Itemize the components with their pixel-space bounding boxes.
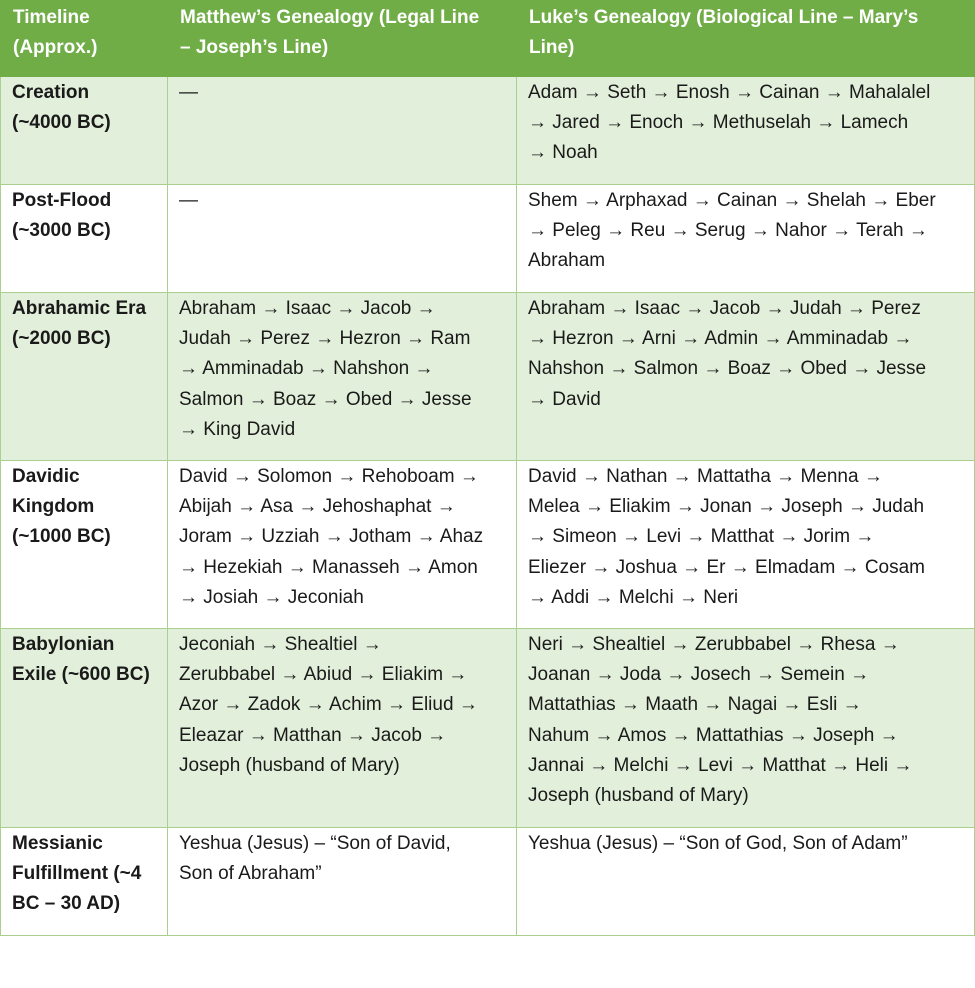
- cell-text: —: [179, 190, 198, 211]
- luke-cell: [517, 293, 975, 461]
- header-text: Timeline: [13, 7, 90, 28]
- cell-text: David → Solomon → Rehoboam →: [179, 466, 479, 487]
- cell-text: Azor → Zadok → Achim → Eliud →: [179, 694, 478, 716]
- header-matthew: [168, 1, 517, 77]
- cell-text: Davidic: [12, 466, 80, 487]
- cell-text: Post-Flood: [12, 190, 112, 211]
- cell-text: Exile (~600 BC): [12, 664, 150, 686]
- era-cell: [1, 828, 168, 936]
- cell-text: → Hezron → Arni → Admin → Amminadab →: [528, 328, 913, 350]
- cell-text: (~2000 BC): [12, 328, 111, 350]
- cell-text: → Peleg → Reu → Serug → Nahor → Terah →: [528, 220, 928, 242]
- cell-text: → Noah: [528, 142, 598, 164]
- table-row: [1, 185, 975, 293]
- cell-text: Yeshua (Jesus) – “Son of David,: [179, 833, 451, 854]
- era-cell: [1, 77, 168, 185]
- cell-text: → Josiah → Jeconiah: [179, 586, 364, 608]
- cell-text: Fulfillment (~4: [12, 863, 142, 885]
- header-text: Line): [529, 37, 575, 58]
- cell-text: (~3000 BC): [12, 220, 111, 242]
- cell-text: Abijah → Asa → Jehoshaphat →: [179, 496, 456, 518]
- matthew-cell: [168, 293, 517, 461]
- cell-text: Joseph (husband of Mary): [528, 785, 749, 807]
- luke-cell: [517, 461, 975, 629]
- header-text: Luke’s Genealogy (Biological Line – Mary’s: [529, 7, 919, 28]
- cell-text: Joseph (husband of Mary): [179, 754, 400, 776]
- table-row: [1, 293, 975, 461]
- cell-text: Abraham: [528, 250, 606, 272]
- luke-cell: [517, 77, 975, 185]
- cell-text: Eliezer → Joshua → Er → Elmadam → Cosam: [528, 556, 926, 578]
- luke-cell: [517, 828, 975, 936]
- cell-text: Kingdom: [12, 496, 95, 518]
- header-luke: [517, 1, 975, 77]
- cell-text: → David: [528, 388, 601, 410]
- era-cell: [1, 629, 168, 828]
- cell-text: BC – 30 AD): [12, 893, 121, 915]
- cell-text: Abraham → Isaac → Jacob →: [179, 298, 436, 319]
- cell-text: Adam → Seth → Enosh → Cainan → Mahalalel: [528, 82, 931, 103]
- header-text: – Joseph’s Line): [180, 37, 329, 58]
- luke-cell: [517, 185, 975, 293]
- cell-text: Salmon → Boaz → Obed → Jesse: [179, 388, 472, 410]
- cell-text: → Addi → Melchi → Neri: [528, 586, 739, 608]
- cell-text: → Amminadab → Nahshon →: [179, 358, 434, 380]
- cell-text: —: [179, 82, 198, 103]
- cell-text: → Jared → Enoch → Methuselah → Lamech: [528, 112, 909, 134]
- cell-text: Messianic: [12, 833, 103, 854]
- cell-text: Abraham → Isaac → Jacob → Judah → Perez: [528, 298, 921, 319]
- cell-text: Yeshua (Jesus) – “Son of God, Son of Adam”: [528, 833, 908, 854]
- table-row: [1, 629, 975, 828]
- table-row: [1, 828, 975, 936]
- cell-text: (~4000 BC): [12, 112, 111, 134]
- cell-text: Nahshon → Salmon → Boaz → Obed → Jesse: [528, 358, 927, 380]
- cell-text: → Hezekiah → Manasseh → Amon: [179, 556, 478, 578]
- matthew-cell: [168, 461, 517, 629]
- cell-text: Neri → Shealtiel → Zerubbabel → Rhesa →: [528, 634, 900, 655]
- cell-text: Abrahamic Era: [12, 298, 147, 319]
- matthew-cell: [168, 629, 517, 828]
- era-cell: [1, 293, 168, 461]
- header-text: (Approx.): [13, 37, 98, 58]
- cell-text: Zerubbabel → Abiud → Eliakim →: [179, 664, 468, 686]
- cell-text: Jannai → Melchi → Levi → Matthat → Heli →: [528, 754, 913, 776]
- cell-text: Mattathias → Maath → Nagai → Esli →: [528, 694, 862, 716]
- cell-text: Eleazar → Matthan → Jacob →: [179, 724, 447, 746]
- table-row: [1, 77, 975, 185]
- era-cell: [1, 461, 168, 629]
- luke-cell: [517, 629, 975, 828]
- cell-text: Son of Abraham”: [179, 863, 322, 885]
- header-text: Matthew’s Genealogy (Legal Line: [180, 7, 480, 28]
- cell-text: Joanan → Joda → Josech → Semein →: [528, 664, 870, 686]
- cell-text: (~1000 BC): [12, 526, 111, 548]
- header-row: [1, 1, 975, 77]
- table-row: [1, 461, 975, 629]
- cell-text: Joram → Uzziah → Jotham → Ahaz: [179, 526, 484, 548]
- cell-text: → Simeon → Levi → Matthat → Jorim →: [528, 526, 875, 548]
- cell-text: Nahum → Amos → Mattathias → Joseph →: [528, 724, 899, 746]
- cell-text: Creation: [12, 82, 90, 103]
- cell-text: Jeconiah → Shealtiel →: [179, 634, 382, 655]
- cell-text: → King David: [179, 418, 296, 440]
- matthew-cell: [168, 828, 517, 936]
- era-cell: [1, 185, 168, 293]
- header-timeline: [1, 1, 168, 77]
- cell-text: Shem → Arphaxad → Cainan → Shelah → Eber: [528, 190, 936, 211]
- cell-text: Judah → Perez → Hezron → Ram: [179, 328, 471, 350]
- cell-text: Melea → Eliakim → Jonan → Joseph → Judah: [528, 496, 925, 518]
- matthew-cell: [168, 185, 517, 293]
- matthew-cell: [168, 77, 517, 185]
- cell-text: David → Nathan → Mattatha → Menna →: [528, 466, 883, 487]
- cell-text: Babylonian: [12, 634, 115, 655]
